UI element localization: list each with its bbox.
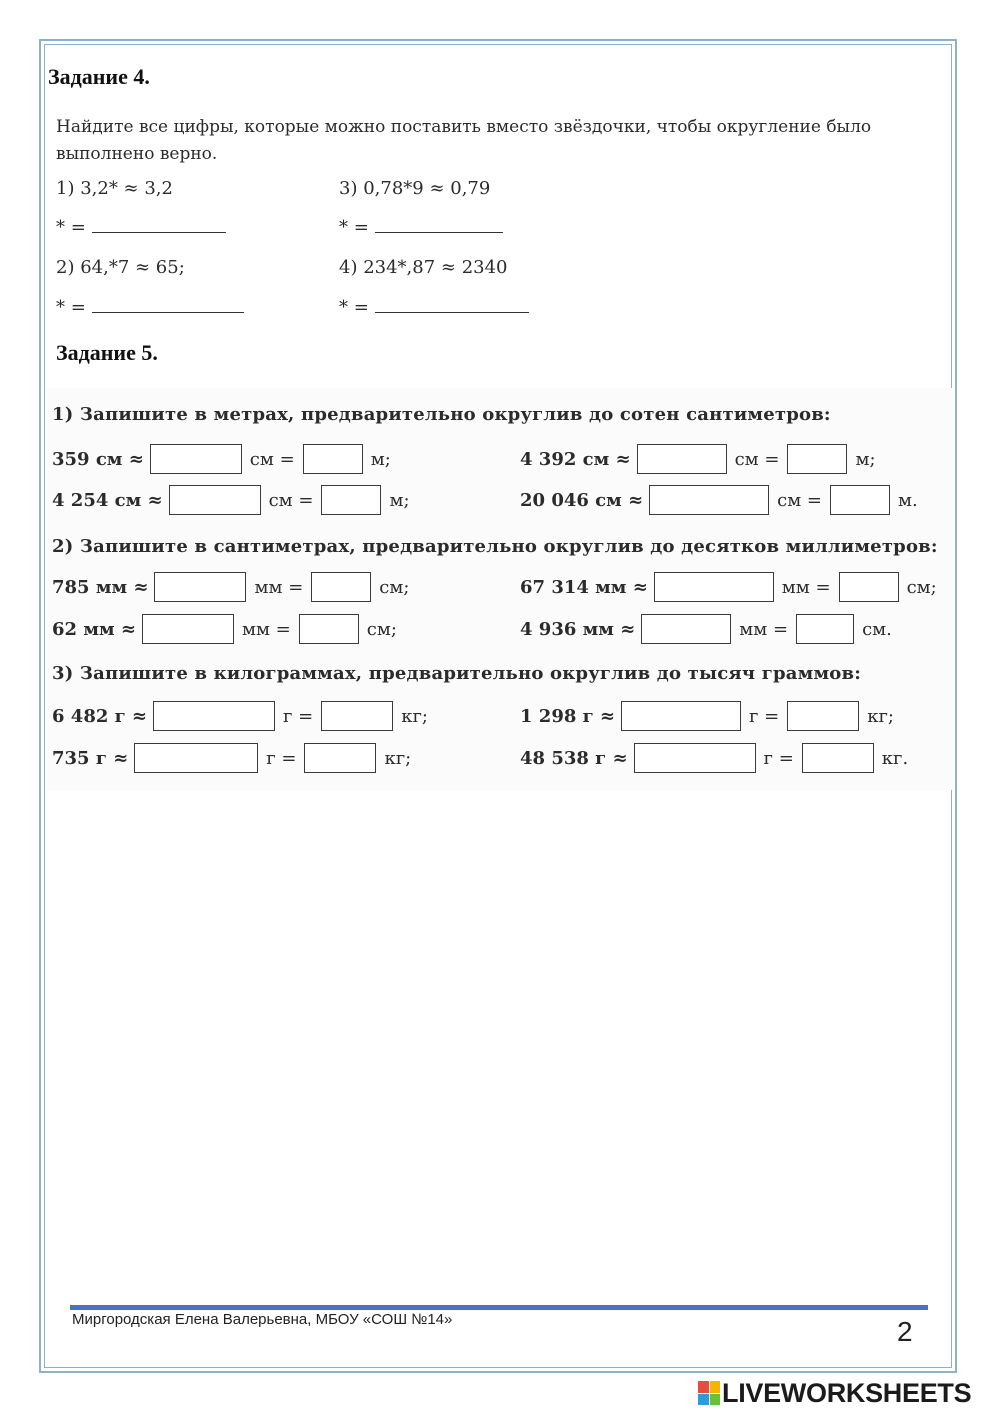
- task5-part1-row-4: [520, 484, 920, 516]
- answer-prefix: * =: [56, 217, 86, 238]
- task4-answer-2: [56, 296, 244, 318]
- row-unit-1: мм =: [241, 618, 291, 640]
- logo-square: [710, 1394, 721, 1406]
- row-unit-2: кг.: [881, 747, 909, 769]
- task4-answer-1-blank[interactable]: [92, 216, 226, 233]
- page-number: 2: [897, 1316, 913, 1347]
- answer-box-2[interactable]: [304, 743, 376, 773]
- answer-box-2[interactable]: [311, 572, 371, 602]
- task5-part2-row-4: [520, 613, 894, 645]
- answer-box-2[interactable]: [321, 485, 381, 515]
- liveworksheets-logo-icon: [698, 1381, 720, 1405]
- answer-prefix: * =: [56, 297, 86, 318]
- footer-divider: [70, 1305, 928, 1310]
- brand-name: LIVEWORKSHEETS: [722, 1377, 972, 1408]
- task5-part2-row-3: [52, 613, 399, 645]
- answer-box-2[interactable]: [787, 701, 859, 731]
- task5-part3-row-3: [52, 742, 413, 774]
- row-unit-1: мм =: [739, 618, 789, 640]
- row-unit-2: м;: [389, 489, 410, 511]
- row-unit-2: кг;: [867, 705, 894, 727]
- task4-answer-1: [56, 216, 226, 238]
- row-unit-2: см;: [906, 576, 937, 598]
- task5-part2-title: 2) Запишите в сантиметрах, предварительно округлив до десятков миллиметров:: [52, 536, 938, 557]
- task4-answer-3-blank[interactable]: [375, 216, 503, 233]
- footer-author: Миргородская Елена Валерьевна, МБОУ «СОШ №14»: [72, 1311, 453, 1328]
- answer-box-2[interactable]: [321, 701, 393, 731]
- row-value: 20 046 см ≈: [520, 489, 644, 511]
- row-unit-1: см =: [777, 489, 822, 511]
- task5-part1-row-3: [52, 484, 412, 516]
- task4-item-3: 3) 0,78*9 ≈ 0,79: [339, 178, 491, 199]
- answer-box-2[interactable]: [839, 572, 899, 602]
- row-value: 67 314 мм ≈: [520, 576, 648, 598]
- row-unit-2: м;: [370, 448, 391, 470]
- task5-part2-row-1: [52, 571, 411, 603]
- task4-heading: Задание 4.: [48, 64, 150, 89]
- task5-part1-row-2: [520, 443, 878, 475]
- row-unit-2: кг;: [401, 705, 428, 727]
- task4-answer-3: [339, 216, 503, 238]
- row-unit-2: см.: [862, 618, 892, 640]
- row-unit-2: см;: [366, 618, 397, 640]
- answer-box-2[interactable]: [796, 614, 854, 644]
- row-value: 359 см ≈: [52, 448, 144, 470]
- task5-part2-row-2: [520, 571, 939, 603]
- row-unit-1: г =: [266, 747, 297, 769]
- row-unit-1: см =: [734, 448, 780, 470]
- answer-box-1[interactable]: [654, 572, 774, 602]
- row-value: 4 254 см ≈: [52, 489, 163, 511]
- answer-box-1[interactable]: [637, 444, 727, 474]
- row-value: 1 298 г ≈: [520, 705, 616, 727]
- row-unit-1: мм =: [781, 576, 831, 598]
- answer-box-2[interactable]: [299, 614, 359, 644]
- task4-answer-4-blank[interactable]: [375, 296, 529, 313]
- row-unit-1: мм =: [254, 576, 304, 598]
- task5-part3-row-2: [520, 700, 896, 732]
- row-unit-2: кг;: [384, 747, 412, 769]
- answer-box-1[interactable]: [153, 701, 275, 731]
- answer-box-2[interactable]: [802, 743, 874, 773]
- task5-part3-row-4: [520, 742, 910, 774]
- row-value: 6 482 г ≈: [52, 705, 148, 727]
- logo-square: [698, 1394, 709, 1406]
- task5-part3-title: 3) Запишите в килограммах, предварительно округлив до тысяч граммов:: [52, 663, 862, 684]
- answer-box-2[interactable]: [303, 444, 363, 474]
- task5-part3-row-1: [52, 700, 430, 732]
- row-value: 4 392 см ≈: [520, 448, 631, 470]
- task4-item-1: 1) 3,2* ≈ 3,2: [56, 178, 173, 199]
- row-value: 735 г ≈: [52, 747, 129, 769]
- answer-box-1[interactable]: [634, 743, 756, 773]
- answer-box-1[interactable]: [641, 614, 731, 644]
- task4-answer-2-blank[interactable]: [92, 296, 244, 313]
- answer-box-1[interactable]: [142, 614, 234, 644]
- logo-square: [698, 1381, 709, 1393]
- task5-part1-title: 1) Запишите в метрах, предварительно округлив до сотен сантиметров:: [52, 404, 831, 425]
- liveworksheets-brand[interactable]: [698, 1378, 971, 1408]
- answer-box-1[interactable]: [169, 485, 261, 515]
- task4-intro: Найдите все цифры, которые можно поставить вместо звёздочки, чтобы округление было выполнено верно.: [56, 117, 872, 164]
- task5-heading: Задание 5.: [56, 340, 158, 365]
- row-unit-2: м;: [855, 448, 876, 470]
- row-value: 4 936 мм ≈: [520, 618, 636, 640]
- row-value: 62 мм ≈: [52, 618, 136, 640]
- answer-box-1[interactable]: [134, 743, 258, 773]
- row-value: 785 мм ≈: [52, 576, 149, 598]
- task4-item-2: 2) 64,*7 ≈ 65;: [56, 257, 185, 278]
- task4-answer-4: [339, 296, 529, 318]
- answer-prefix: * =: [339, 297, 369, 318]
- row-unit-2: м.: [898, 489, 918, 511]
- answer-box-2[interactable]: [787, 444, 847, 474]
- answer-box-1[interactable]: [150, 444, 242, 474]
- task5-part1-row-1: [52, 443, 393, 475]
- row-value: 48 538 г ≈: [520, 747, 628, 769]
- answer-box-1[interactable]: [621, 701, 741, 731]
- row-unit-2: см;: [379, 576, 410, 598]
- answer-prefix: * =: [339, 217, 369, 238]
- row-unit-1: г =: [283, 705, 314, 727]
- logo-square: [710, 1381, 721, 1393]
- row-unit-1: см =: [268, 489, 314, 511]
- answer-box-1[interactable]: [649, 485, 769, 515]
- answer-box-1[interactable]: [154, 572, 246, 602]
- row-unit-1: см =: [249, 448, 295, 470]
- task4-item-4: 4) 234*,87 ≈ 2340: [339, 257, 508, 278]
- row-unit-1: г =: [749, 705, 780, 727]
- row-unit-1: г =: [763, 747, 794, 769]
- answer-box-2[interactable]: [830, 485, 890, 515]
